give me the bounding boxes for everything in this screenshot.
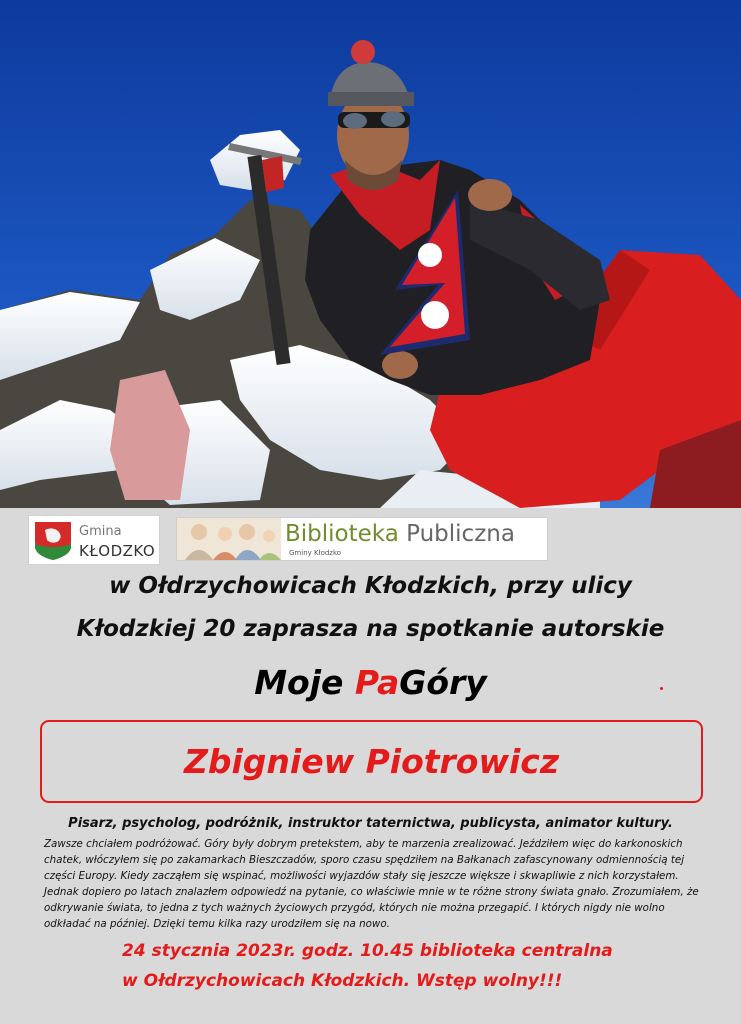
biblioteka-subtitle: Gminy Kłodzko	[289, 549, 342, 557]
gmina-klodzko-logo	[28, 515, 160, 565]
invitation-line-1: w Ołdrzychowicach Kłodzkich, przy ulicy	[109, 573, 632, 599]
event-title: Moje PaGóry	[254, 663, 487, 702]
author-roles: Pisarz, psycholog, podróżnik, instruktor taternictwa, publicysta, animator kultury.	[68, 816, 673, 831]
invitation-line-2: Kłodzkiej 20 zaprasza na spotkanie autorskie	[76, 616, 665, 642]
biblioteka-publiczna-logo	[176, 517, 548, 561]
gmina-label: Gmina	[79, 524, 122, 539]
readers-image	[177, 518, 281, 560]
klodzko-label: KŁODZKO	[79, 542, 156, 560]
mountaineer-photo	[0, 0, 741, 508]
author-name: Zbigniew Piotrowicz	[183, 742, 560, 781]
event-date-line: 24 stycznia 2023r. godz. 10.45 biblioteka centralna	[122, 941, 613, 961]
crest-icon	[33, 520, 73, 562]
biblioteka-title: Biblioteka Publiczna	[285, 521, 515, 547]
author-name-box	[40, 720, 703, 803]
decorative-dot	[660, 687, 663, 690]
author-bio: Zawsze chciałem podróżować. Góry były dobrym pretekstem, aby te marzenia zrealizować. Jeździłem więc do karkonoskich chatek, włóczyłem się po zakamarkach Bieszczadów, sporo czasu spędziłem na Bałkanach zafascynowany odmiennością tej części Europy. Kiedy zacząłem się wspinać, możliwości wyjazdów stały się jeszcze większe i skwapliwie z nich korzystałem. Jednak dopiero po latach znalazłem odpowiedź na pytanie, co właściwie mnie w te różne strony świata gnało. Zrozumiałem, że odkrywanie świata, to jedna z tych ważnych życiowych przygód, których nie można przegapić. I których nigdy nie wolno odkładać na później. Dzięki temu kilka razy urodziłem się na nowo.	[44, 838, 699, 930]
event-location-line: w Ołdrzychowicach Kłodzkich. Wstęp wolny!!!	[122, 971, 563, 991]
title-highlight: Pa	[354, 663, 400, 702]
